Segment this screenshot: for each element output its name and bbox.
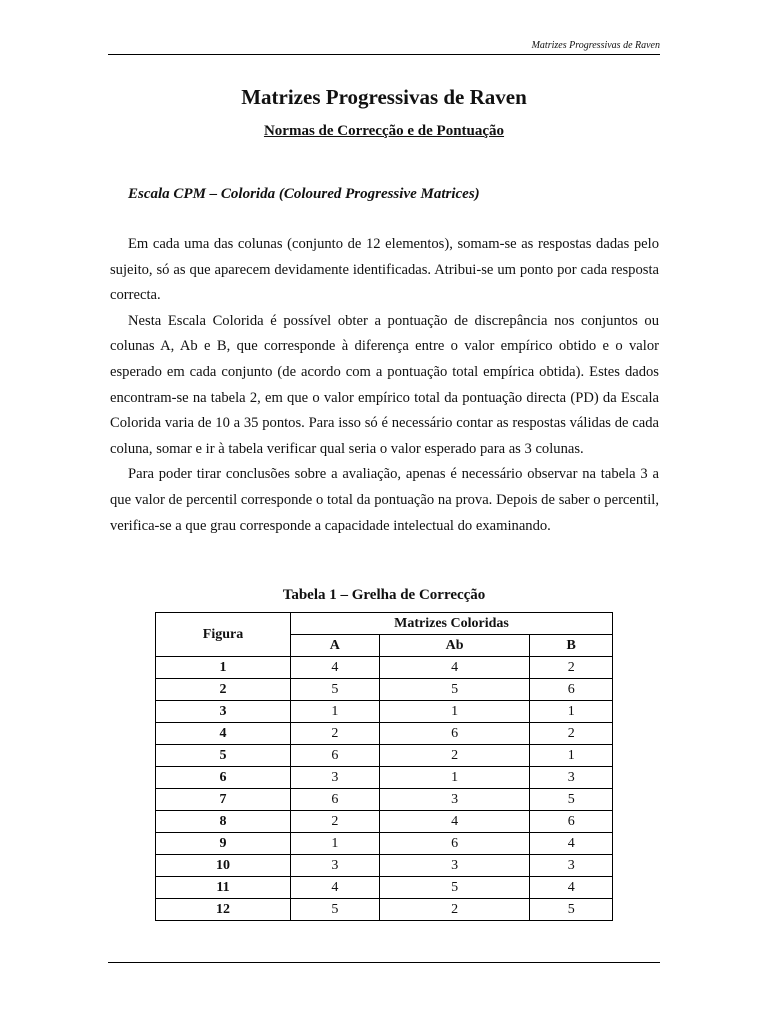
table-cell-value: 4: [291, 657, 380, 679]
table-header-group: Matrizes Coloridas: [291, 613, 613, 635]
table-cell-value: 6: [291, 745, 380, 767]
table-header-col-ab: Ab: [379, 635, 530, 657]
table-cell-value: 5: [291, 899, 380, 921]
table-cell-value: 4: [291, 877, 380, 899]
table-cell-value: 6: [530, 679, 613, 701]
header-rule: [108, 54, 660, 55]
table-cell-value: 5: [530, 789, 613, 811]
table-cell-figura: 11: [156, 877, 291, 899]
table-cell-figura: 9: [156, 833, 291, 855]
table-cell-figura: 5: [156, 745, 291, 767]
table-cell-value: 6: [379, 833, 530, 855]
table-cell-value: 3: [379, 855, 530, 877]
table-cell-figura: 7: [156, 789, 291, 811]
table-row: [156, 789, 613, 811]
table-cell-value: 2: [530, 657, 613, 679]
page-title: Matrizes Progressivas de Raven: [241, 85, 527, 109]
table-cell-value: 2: [379, 745, 530, 767]
table-cell-value: 4: [530, 833, 613, 855]
table-cell-value: 4: [379, 657, 530, 679]
table-cell-figura: 2: [156, 679, 291, 701]
table-cell-value: 1: [379, 767, 530, 789]
table-cell-value: 4: [379, 811, 530, 833]
paragraph: Em cada uma das colunas (conjunto de 12 elementos), somam-se as respostas dadas pelo sujeito, só as que aparecem devidamente identificadas. Atribui-se um ponto por cada resposta correcta.: [110, 236, 659, 304]
table-header-col-a: A: [291, 635, 380, 657]
body-text: [110, 232, 659, 539]
table-row: [156, 767, 613, 789]
table-cell-figura: 4: [156, 723, 291, 745]
footer-rule: [108, 962, 660, 963]
table-cell-value: 5: [530, 899, 613, 921]
table-header-col-b: B: [530, 635, 613, 657]
table-cell-value: 3: [530, 767, 613, 789]
table-cell-value: 1: [530, 745, 613, 767]
paragraph: Nesta Escala Colorida é possível obter a pontuação de discrepância nos conjuntos ou colunas A, Ab e B, que corresponde à diferença entre o valor empírico obtido e o valor esperado em cada conjunto (de acordo com a pontuação total empírica obtida). Estes dados encontram-se na tabela 2, em que o valor empírico total da pontuação directa (PD) da Escala Colorida varia de 10 a 35 pontos. Para isso só é necessário contar as respostas válidas de cada coluna, somar e ir à tabela verificar qual seria o valor esperado para as 3 colunas.: [110, 312, 659, 457]
table-cell-value: 3: [291, 855, 380, 877]
table-cell-figura: 3: [156, 701, 291, 723]
paragraph: Para poder tirar conclusões sobre a avaliação, apenas é necessário observar na tabela 3 a que valor de percentil corresponde o total da pontuação na prova. Depois de saber o percentil, verifica-se a que grau corresponde a capacidade intelectual do examinando.: [110, 466, 659, 534]
table-cell-figura: 10: [156, 855, 291, 877]
table-row: [156, 833, 613, 855]
table-cell-value: 1: [530, 701, 613, 723]
table-cell-value: 2: [291, 811, 380, 833]
page-subtitle: Normas de Correcção e de Pontuação: [263, 123, 505, 139]
table-cell-value: 6: [291, 789, 380, 811]
table-cell-figura: 1: [156, 657, 291, 679]
table-cell-value: 2: [379, 899, 530, 921]
section-heading: Escala CPM – Colorida (Coloured Progressive Matrices): [128, 186, 480, 202]
table-row: [156, 877, 613, 899]
table-cell-value: 1: [291, 833, 380, 855]
table-row: [156, 701, 613, 723]
table-cell-value: 6: [530, 811, 613, 833]
table-row: [156, 855, 613, 877]
table-cell-value: 2: [530, 723, 613, 745]
table-cell-value: 1: [379, 701, 530, 723]
table-row: [156, 723, 613, 745]
table-body: [156, 657, 613, 921]
table-cell-value: 5: [291, 679, 380, 701]
table-row: [156, 899, 613, 921]
table-row: [156, 811, 613, 833]
table-caption: Tabela 1 – Grelha de Correcção: [282, 587, 486, 603]
table-cell-value: 5: [379, 877, 530, 899]
table-cell-value: 3: [291, 767, 380, 789]
table-header-figura: Figura: [156, 613, 291, 657]
table-row: [156, 657, 613, 679]
table-cell-value: 5: [379, 679, 530, 701]
table-cell-value: 1: [291, 701, 380, 723]
table-cell-figura: 8: [156, 811, 291, 833]
table-cell-value: 3: [379, 789, 530, 811]
correction-table: [155, 612, 613, 921]
table-cell-figura: 6: [156, 767, 291, 789]
table-cell-figura: 12: [156, 899, 291, 921]
table-cell-value: 2: [291, 723, 380, 745]
running-head: Matrizes Progressivas de Raven: [531, 40, 660, 51]
table-cell-value: 3: [530, 855, 613, 877]
table-row: [156, 679, 613, 701]
table-cell-value: 6: [379, 723, 530, 745]
table-row: [156, 745, 613, 767]
table-cell-value: 4: [530, 877, 613, 899]
